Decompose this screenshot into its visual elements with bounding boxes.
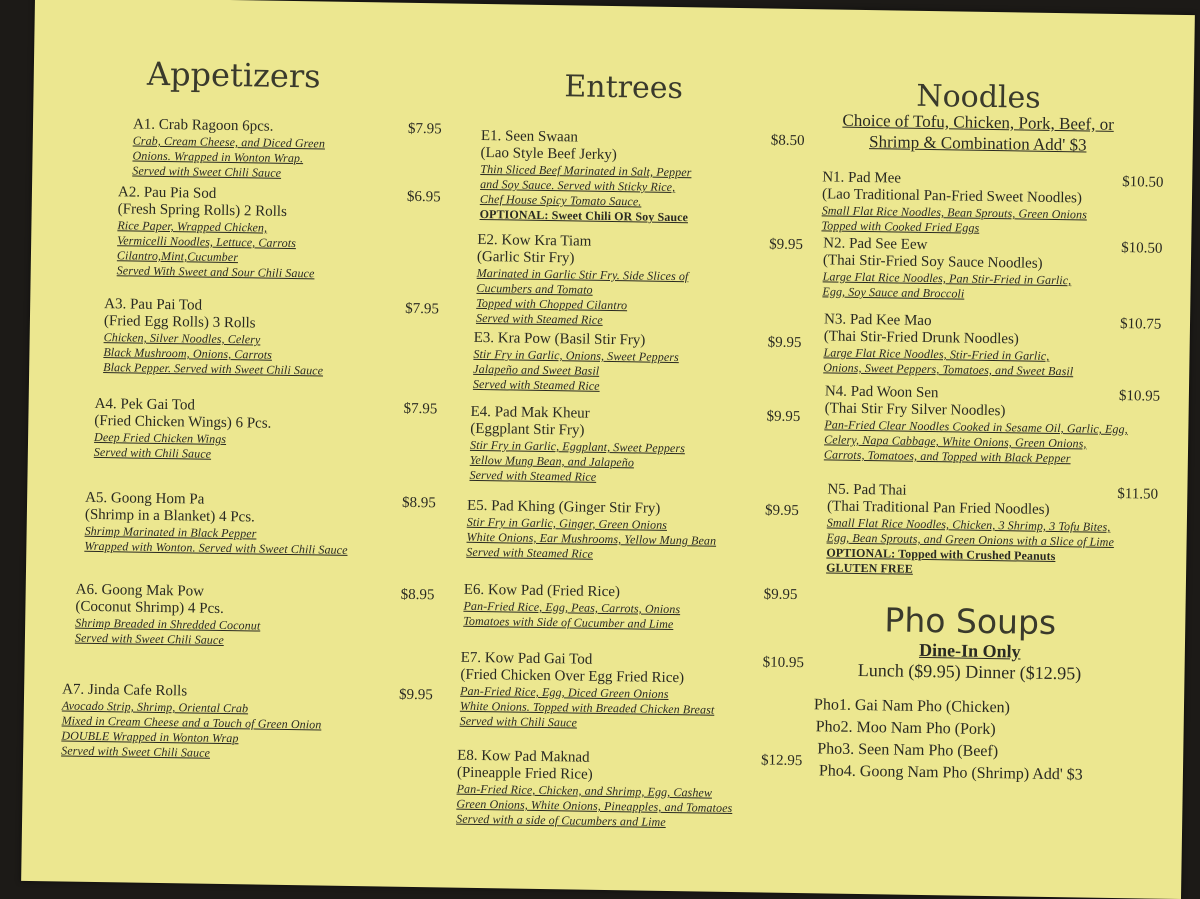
item-subtitle: (Fresh Spring Rolls) 2 Rolls	[117, 201, 287, 220]
item-price: $9.95	[767, 334, 802, 352]
menu-item	[469, 404, 830, 489]
appetizers-heading: Appetizers	[146, 54, 321, 96]
menu-item	[824, 383, 1185, 468]
item-name: E2. Kow Kra Tiam	[477, 231, 592, 250]
item-description-line: Avocado Strip, Shrimp, Oriental Crab	[61, 698, 249, 716]
menu-item	[94, 396, 455, 466]
item-description-line: Served with Steamed Rice	[466, 544, 594, 561]
item-description-line: Jalapeño and Sweet Basil	[473, 361, 600, 378]
item-price: $9.95	[763, 586, 798, 603]
item-price: $8.50	[770, 132, 805, 150]
menu-item	[473, 330, 834, 398]
item-description-line: Pan-Fried Rice, Chicken, and Shrimp, Egg, Cashew	[456, 781, 713, 800]
item-description-line: Thin Sliced Beef Marinated in Salt, Pepper	[480, 161, 692, 180]
item-price: $12.95	[760, 752, 803, 770]
menu-item	[480, 128, 841, 228]
item-description-line: Small Flat Rice Noodles, Bean Sprouts, Green Onions	[821, 203, 1088, 222]
pho-item: Pho3. Seen Nam Pho (Beef)	[817, 740, 999, 761]
item-description-line: Chicken, Silver Noodles, Celery	[103, 330, 261, 347]
noodles-heading: Noodles	[916, 78, 1041, 116]
menu-sheet	[21, 0, 1195, 899]
item-description-line: Yellow Mung Bean, and Jalapeño	[469, 452, 635, 470]
noodles-column	[795, 9, 1185, 784]
item-description-line: Served with Steamed Rice	[472, 376, 600, 393]
item-name: E1. Seen Swaan	[480, 127, 579, 146]
item-description-line: White Onions, Ear Mushrooms, Yellow Mung Bean	[466, 529, 717, 548]
protein-choice-line: Shrimp & Combination Add' $3	[868, 132, 1087, 155]
item-price: $7.95	[407, 120, 442, 138]
item-price: $10.50	[1122, 174, 1164, 191]
menu-item	[103, 296, 464, 381]
item-name: A4. Pek Gai Tod	[94, 395, 196, 414]
item-subtitle: (Thai Stir-Fried Drunk Noodles)	[823, 328, 1019, 348]
item-description-line: Black Pepper. Served with Sweet Chili Sauce	[103, 360, 324, 378]
item-name: E5. Pad Khing (Ginger Stir Fry)	[466, 497, 661, 517]
item-price: $9.95	[766, 408, 801, 426]
menu-item	[132, 117, 493, 185]
dine-in-note: Dine-In Only	[918, 639, 1021, 662]
menu-item	[75, 582, 436, 652]
item-description-line: Pan-Fried Clear Noodles Cooked in Sesame Oil, Garlic, Egg,	[824, 417, 1128, 437]
menu-item	[822, 235, 1183, 305]
item-subtitle: (Eggplant Stir Fry)	[470, 420, 585, 439]
menu-item	[61, 681, 433, 764]
item-description-line: Pan-Fried Rice, Egg, Peas, Carrots, Onions	[463, 598, 681, 617]
item-description-line: Stir Fry in Garlic, Eggplant, Sweet Peppers	[469, 437, 686, 456]
menu-item	[476, 232, 837, 332]
entrees-heading: Entrees	[564, 69, 684, 107]
menu-item	[456, 748, 817, 833]
item-price: $9.95	[398, 686, 433, 704]
item-description-line: Small Flat Rice Noodles, Chicken, 3 Shrimp, 3 Tofu Bites,	[826, 515, 1111, 534]
item-subtitle: (Pineapple Fried Rice)	[456, 764, 593, 783]
item-description-line: Served with Steamed Rice	[469, 467, 597, 484]
item-description-line: Stir Fry in Garlic, Onions, Sweet Peppers	[473, 346, 679, 365]
item-description-line: Cilantro,Mint,Cucumber	[116, 248, 239, 265]
item-name: N2. Pad See Eew	[823, 235, 928, 253]
item-description-line: Celery, Napa Cabbage, White Onions, Green Onions,	[824, 432, 1087, 451]
item-description-line: Cucumbers and Tomato	[476, 280, 593, 297]
item-price: $7.95	[405, 300, 440, 318]
item-option-note: GLUTEN FREE	[826, 560, 914, 576]
item-subtitle: (Fried Egg Rolls) 3 Rolls	[103, 313, 256, 332]
item-description-line: Marinated in Garlic Stir Fry. Side Slices of	[476, 265, 689, 284]
item-price: $9.95	[764, 502, 799, 520]
item-description-line: Tomatoes with Side of Cucumber and Lime	[463, 613, 674, 632]
item-name: E4. Pad Mak Kheur	[470, 403, 590, 422]
item-description-line: and Soy Sauce. Served with Sticky Rice,	[480, 176, 676, 195]
pho-item: Pho1. Gai Nam Pho (Chicken)	[813, 696, 1011, 717]
menu-item	[460, 650, 821, 735]
protein-choice-note	[793, 109, 1164, 157]
appetizers-column	[45, 0, 442, 760]
item-price: $10.75	[1119, 316, 1162, 333]
pho-item: Pho2. Moo Nam Pho (Pork)	[815, 718, 996, 739]
item-description-line: Served With Sweet and Sour Chili Sauce	[116, 263, 315, 281]
pho-section	[783, 599, 1156, 788]
item-description-line: Served with Sweet Chili Sauce	[61, 743, 211, 760]
item-name: A7. Jinda Cafe Rolls	[62, 681, 188, 700]
item-subtitle: (Lao Traditional Pan-Fried Sweet Noodles)	[821, 186, 1083, 207]
item-price: $11.50	[1117, 486, 1159, 503]
item-name: N4. Pad Woon Sen	[824, 383, 939, 402]
pho-prices: Lunch ($9.95) Dinner ($12.95)	[857, 659, 1082, 684]
item-name: E3. Kra Pow (Basil Stir Fry)	[473, 329, 646, 349]
item-price: $10.95	[1118, 388, 1161, 405]
menu-item	[826, 481, 1187, 581]
item-description-line: Egg, Soy Sauce and Broccoli	[822, 284, 965, 301]
item-description-line: Large Flat Rice Noodles, Pan Stir-Fried in Garlic,	[822, 269, 1072, 288]
item-name: A6. Goong Mak Pow	[75, 581, 205, 600]
item-name: E7. Kow Pad Gai Tod	[460, 649, 593, 668]
item-name: E6. Kow Pad (Fried Rice)	[463, 581, 621, 601]
item-description-line: DOUBLE Wrapped in Wonton Wrap	[61, 728, 239, 746]
item-description-line: Topped with Cooked Fried Eggs	[821, 218, 980, 235]
menu-item	[823, 311, 1184, 381]
item-subtitle: (Garlic Stir Fry)	[476, 248, 575, 267]
item-name: N1. Pad Mee	[822, 169, 902, 187]
item-description-line: Mixed in Cream Cheese and a Touch of Green Onion	[61, 713, 322, 732]
item-description-line: Onions, Sweet Peppers, Tomatoes, and Sweet Basil	[823, 360, 1074, 379]
item-description-line: Rice Paper, Wrapped Chicken,	[117, 218, 268, 235]
item-subtitle: (Thai Stir-Fried Soy Sauce Noodles)	[822, 252, 1043, 272]
item-description-line: Topped with Chopped Cilantro	[476, 295, 628, 313]
menu-item	[117, 184, 478, 284]
item-description-line: Served with Chili Sauce	[93, 444, 212, 461]
item-subtitle: (Lao Style Beef Jerky)	[480, 144, 617, 164]
item-description-line: White Onions. Topped with Breaded Chicken Breast	[459, 698, 715, 717]
item-subtitle: (Thai Traditional Pan Fried Noodles)	[826, 498, 1050, 518]
menu-item	[84, 490, 445, 560]
item-description-line: Served with a side of Cucumbers and Lime	[456, 811, 666, 829]
item-name: A5. Goong Hom Pa	[85, 489, 205, 508]
item-name: E8. Kow Pad Maknad	[457, 747, 590, 766]
item-price: $8.95	[401, 494, 436, 512]
item-name: A2. Pau Pia Sod	[117, 184, 217, 202]
item-price: $9.95	[769, 236, 804, 254]
item-subtitle: (Fried Chicken Wings) 6 Pcs.	[94, 412, 272, 432]
item-description-line: Stir Fry in Garlic, Ginger, Green Onions	[466, 514, 668, 532]
item-description-line: Green Onions, White Onions, Pineapples, and Tomatoes	[456, 796, 733, 815]
item-description-line: Carrots, Tomatoes, and Topped with Black Pepper	[823, 447, 1071, 466]
item-option-note: OPTIONAL: Sweet Chili OR Soy Sauce	[479, 206, 689, 225]
item-description-line: Egg, Bean Sprouts, and Green Onions with a Slice of Lime	[826, 530, 1115, 549]
item-description-line: Wrapped with Wonton. Served with Sweet Chili Sauce	[84, 538, 348, 557]
item-subtitle: (Thai Stir Fry Silver Noodles)	[824, 400, 1006, 420]
item-subtitle: (Shrimp in a Blanket) 4 Pcs.	[84, 506, 255, 526]
item-price: $7.95	[403, 400, 438, 418]
item-description-line: Vermicelli Noodles, Lettuce, Carrots	[117, 233, 297, 251]
item-price: $8.95	[400, 586, 435, 604]
pho-item: Pho4. Goong Nam Pho (Shrimp) Add' $3	[818, 762, 1083, 784]
item-price: $6.95	[406, 188, 441, 206]
item-description-line: Large Flat Rice Noodles, Stir-Fried in Garlic,	[823, 345, 1050, 363]
item-description-line: Black Mushroom, Onions, Carrots	[103, 345, 273, 362]
protein-choice-line: Choice of Tofu, Chicken, Pork, Beef, or	[842, 110, 1114, 134]
item-subtitle: (Fried Chicken Over Egg Fried Rice)	[460, 666, 685, 687]
item-subtitle: (Coconut Shrimp) 4 Pcs.	[75, 598, 224, 617]
item-price: $10.50	[1121, 240, 1163, 257]
item-description-line: Served with Sweet Chili Sauce	[74, 630, 224, 647]
item-description-line: Shrimp Breaded in Shredded Coconut	[75, 615, 261, 633]
item-description-line: Chef House Spicy Tomato Sauce.	[479, 191, 642, 209]
pho-heading: Pho Soups	[884, 600, 1057, 643]
item-description-line: Pan-Fried Rice, Egg, Diced Green Onions	[460, 683, 669, 701]
item-description-line: Served with Chili Sauce	[459, 713, 578, 730]
item-description-line: Shrimp Marinated in Black Pepper	[84, 523, 257, 541]
menu-item	[821, 169, 1182, 239]
item-price: $10.95	[762, 654, 805, 672]
menu-item	[463, 582, 824, 635]
entrees-column	[435, 3, 815, 829]
item-description-line: Served with Sweet Chili Sauce	[132, 163, 282, 180]
item-name: N5. Pad Thai	[827, 481, 907, 499]
item-description-line: Onions. Wrapped in Wonton Wrap.	[132, 148, 304, 166]
item-option-note: OPTIONAL: Topped with Crushed Peanuts	[826, 545, 1056, 564]
item-name: N3. Pad Kee Mao	[823, 311, 932, 330]
item-description-line: Deep Fried Chicken Wings	[94, 429, 227, 447]
item-name: A3. Pau Pai Tod	[104, 296, 203, 314]
item-name: A1. Crab Ragoon 6pcs.	[132, 116, 274, 135]
menu-item	[466, 498, 827, 566]
item-description-line: Crab, Cream Cheese, and Diced Green	[132, 133, 326, 151]
item-description-line: Served with Steamed Rice	[475, 310, 603, 327]
